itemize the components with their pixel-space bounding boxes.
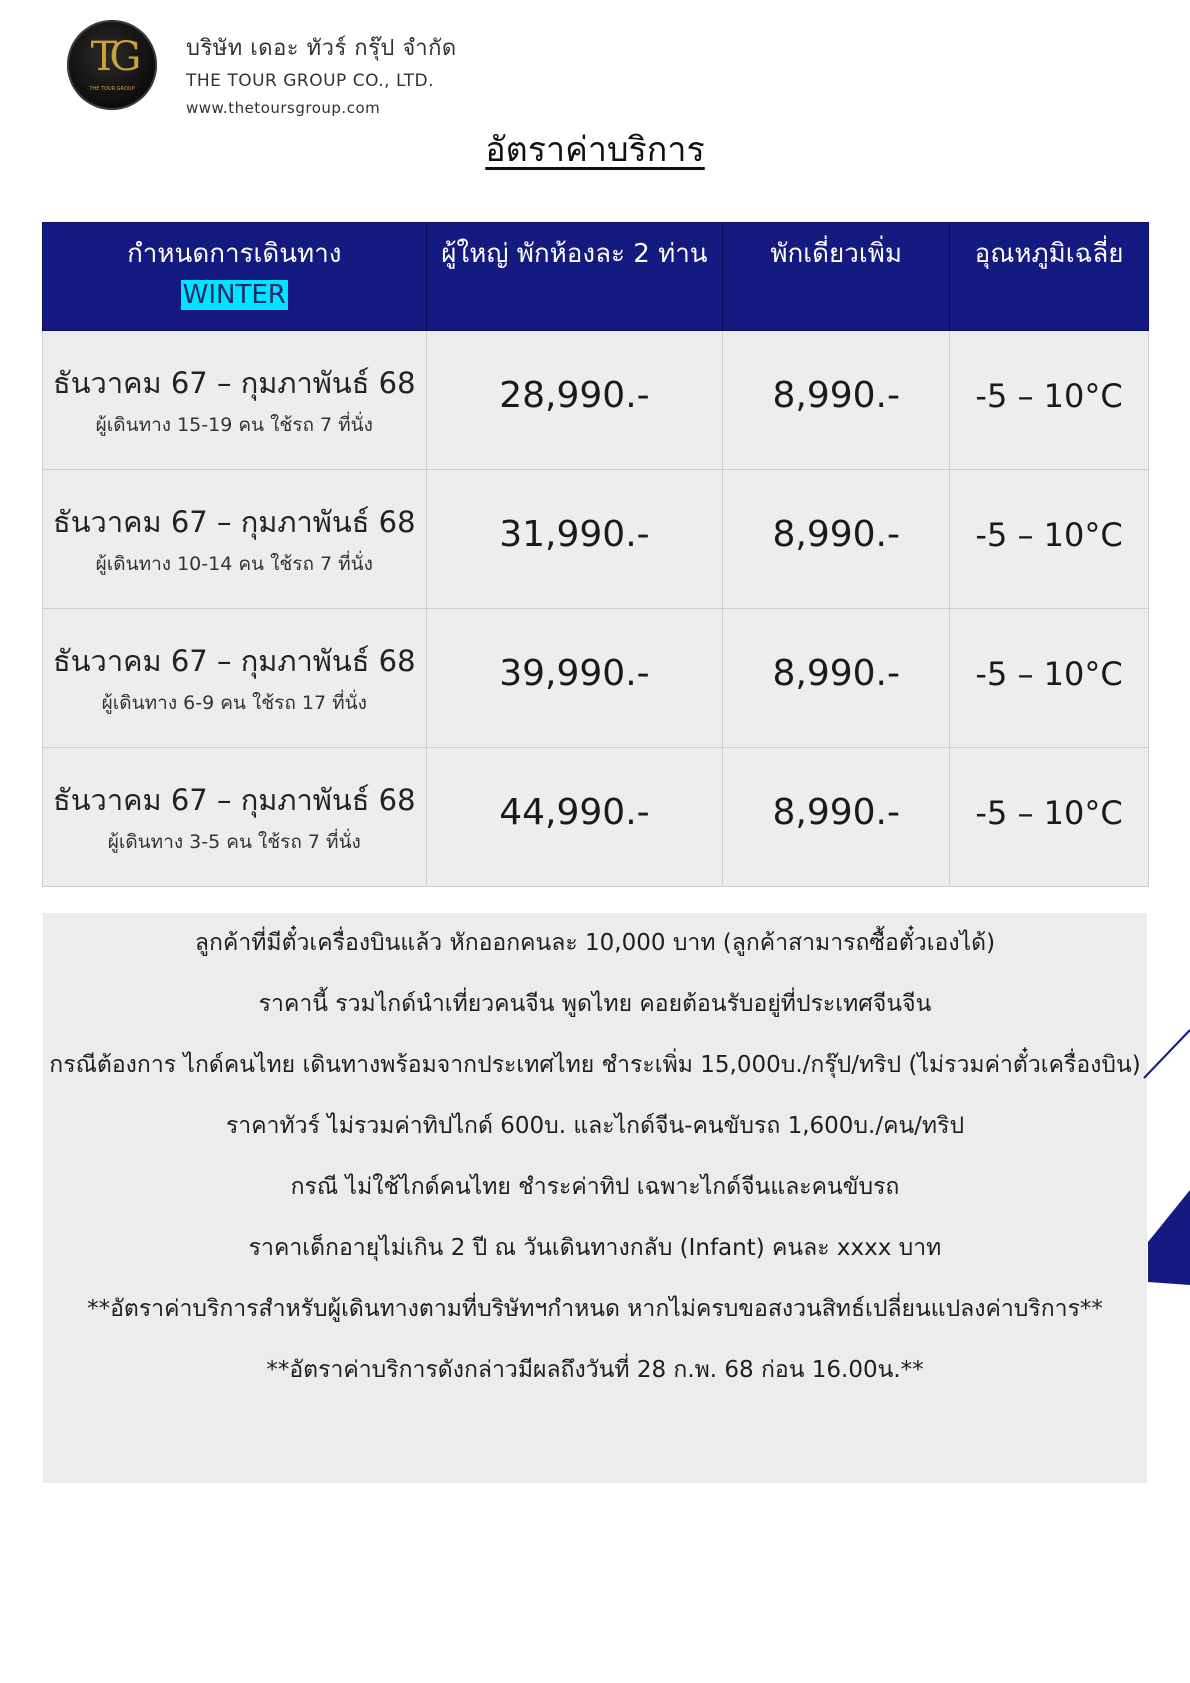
single-supplement-cell: 8,990.- xyxy=(723,609,950,748)
single-supplement-cell: 8,990.- xyxy=(723,331,950,470)
table-row xyxy=(43,331,1149,470)
decorative-triangle xyxy=(1148,1190,1190,1285)
table-row xyxy=(43,748,1149,887)
note-line: กรณีต้องการ ไกด์คนไทย เดินทางพร้อมจากประเทศไทย ชำระเพิ่ม 15,000บ./กรุ๊ป/ทริป (ไม่รวมค่าตั๋วเครื่องบิน) xyxy=(49,1052,1141,1078)
header-single-supplement: พักเดี่ยวเพิ่ม xyxy=(723,223,950,331)
logo-monogram: TG xyxy=(90,34,134,80)
note-line: **อัตราค่าบริการสำหรับผู้เดินทางตามที่บริษัทฯกำหนด หากไม่ครบขอสงวนสิทธ์เปลี่ยนแปลงค่าบริการ** xyxy=(87,1296,1103,1322)
season-highlight: WINTER xyxy=(182,280,286,310)
period-text: ธันวาคม 67 – กุมภาพันธ์ 68 xyxy=(53,783,416,817)
period-text: ธันวาคม 67 – กุมภาพันธ์ 68 xyxy=(53,366,416,400)
page-title-text: อัตราค่าบริการ xyxy=(485,130,705,170)
period-text: ธันวาคม 67 – กุมภาพันธ์ 68 xyxy=(53,505,416,539)
terms-notes-box xyxy=(43,913,1147,1483)
group-size-text: ผู้เดินทาง 3-5 คน ใช้รถ 7 ที่นั่ง xyxy=(107,831,361,853)
group-size-text: ผู้เดินทาง 15-19 คน ใช้รถ 7 ที่นั่ง xyxy=(95,414,373,436)
decorative-corner-shape xyxy=(1140,1020,1190,1320)
header-avg-temperature: อุณหภูมิเฉลี่ย xyxy=(950,223,1149,331)
header-adult-price: ผู้ใหญ่ พักห้องละ 2 ท่าน xyxy=(426,223,723,331)
company-name-en: THE TOUR GROUP CO., LTD. xyxy=(186,71,434,91)
temperature-cell: -5 – 10°C xyxy=(950,609,1149,748)
header-travel-period xyxy=(43,223,427,331)
period-cell xyxy=(43,470,427,609)
period-text: ธันวาคม 67 – กุมภาพันธ์ 68 xyxy=(53,644,416,678)
note-line: **อัตราค่าบริการดังกล่าวมีผลถึงวันที่ 28 ก.พ. 68 ก่อน 16.00น.** xyxy=(266,1357,924,1383)
group-size-text: ผู้เดินทาง 6-9 คน ใช้รถ 17 ที่นั่ง xyxy=(101,692,367,714)
note-line: ราคานี้ รวมไกด์นำเที่ยวคนจีน พูดไทย คอยต้อนรับอยู่ที่ประเทศจีนจีน xyxy=(258,991,932,1017)
temperature-cell: -5 – 10°C xyxy=(950,748,1149,887)
single-supplement-cell: 8,990.- xyxy=(723,470,950,609)
company-logo xyxy=(67,20,157,110)
temperature-cell: -5 – 10°C xyxy=(950,470,1149,609)
decorative-line xyxy=(1144,1030,1190,1078)
note-line: กรณี ไม่ใช้ไกด์คนไทย ชำระค่าทิป เฉพาะไกด์จีนและคนขับรถ xyxy=(290,1174,900,1200)
page-title xyxy=(0,122,1190,176)
company-info xyxy=(186,30,457,117)
table-header-row xyxy=(43,223,1149,331)
company-name-th: บริษัท เดอะ ทัวร์ กรุ๊ป จำกัด xyxy=(186,36,457,61)
note-line: ลูกค้าที่มีตั๋วเครื่องบินแล้ว หักออกคนละ 10,000 บาท (ลูกค้าสามารถซื้อตั๋วเองได้) xyxy=(194,930,996,956)
period-cell xyxy=(43,331,427,470)
adult-price-cell: 28,990.- xyxy=(426,331,723,470)
single-supplement-cell: 8,990.- xyxy=(723,748,950,887)
group-size-text: ผู้เดินทาง 10-14 คน ใช้รถ 7 ที่นั่ง xyxy=(95,553,373,575)
header-travel-period-label: กำหนดการเดินทาง xyxy=(127,239,342,269)
table-row xyxy=(43,609,1149,748)
note-line: ราคาเด็กอายุไม่เกิน 2 ปี ณ วันเดินทางกลับ (Infant) คนละ xxxx บาท xyxy=(248,1235,942,1261)
period-cell xyxy=(43,748,427,887)
adult-price-cell: 39,990.- xyxy=(426,609,723,748)
adult-price-cell: 31,990.- xyxy=(426,470,723,609)
adult-price-cell: 44,990.- xyxy=(426,748,723,887)
table-row xyxy=(43,470,1149,609)
company-website[interactable]: www.thetoursgroup.com xyxy=(186,99,381,117)
note-line: ราคาทัวร์ ไม่รวมค่าทิปไกด์ 600บ. และไกด์จีน-คนขับรถ 1,600บ./คน/ทริป xyxy=(225,1113,965,1139)
temperature-cell: -5 – 10°C xyxy=(950,331,1149,470)
rates-table xyxy=(42,222,1149,887)
logo-caption: THE TOUR GROUP xyxy=(89,86,135,92)
period-cell xyxy=(43,609,427,748)
